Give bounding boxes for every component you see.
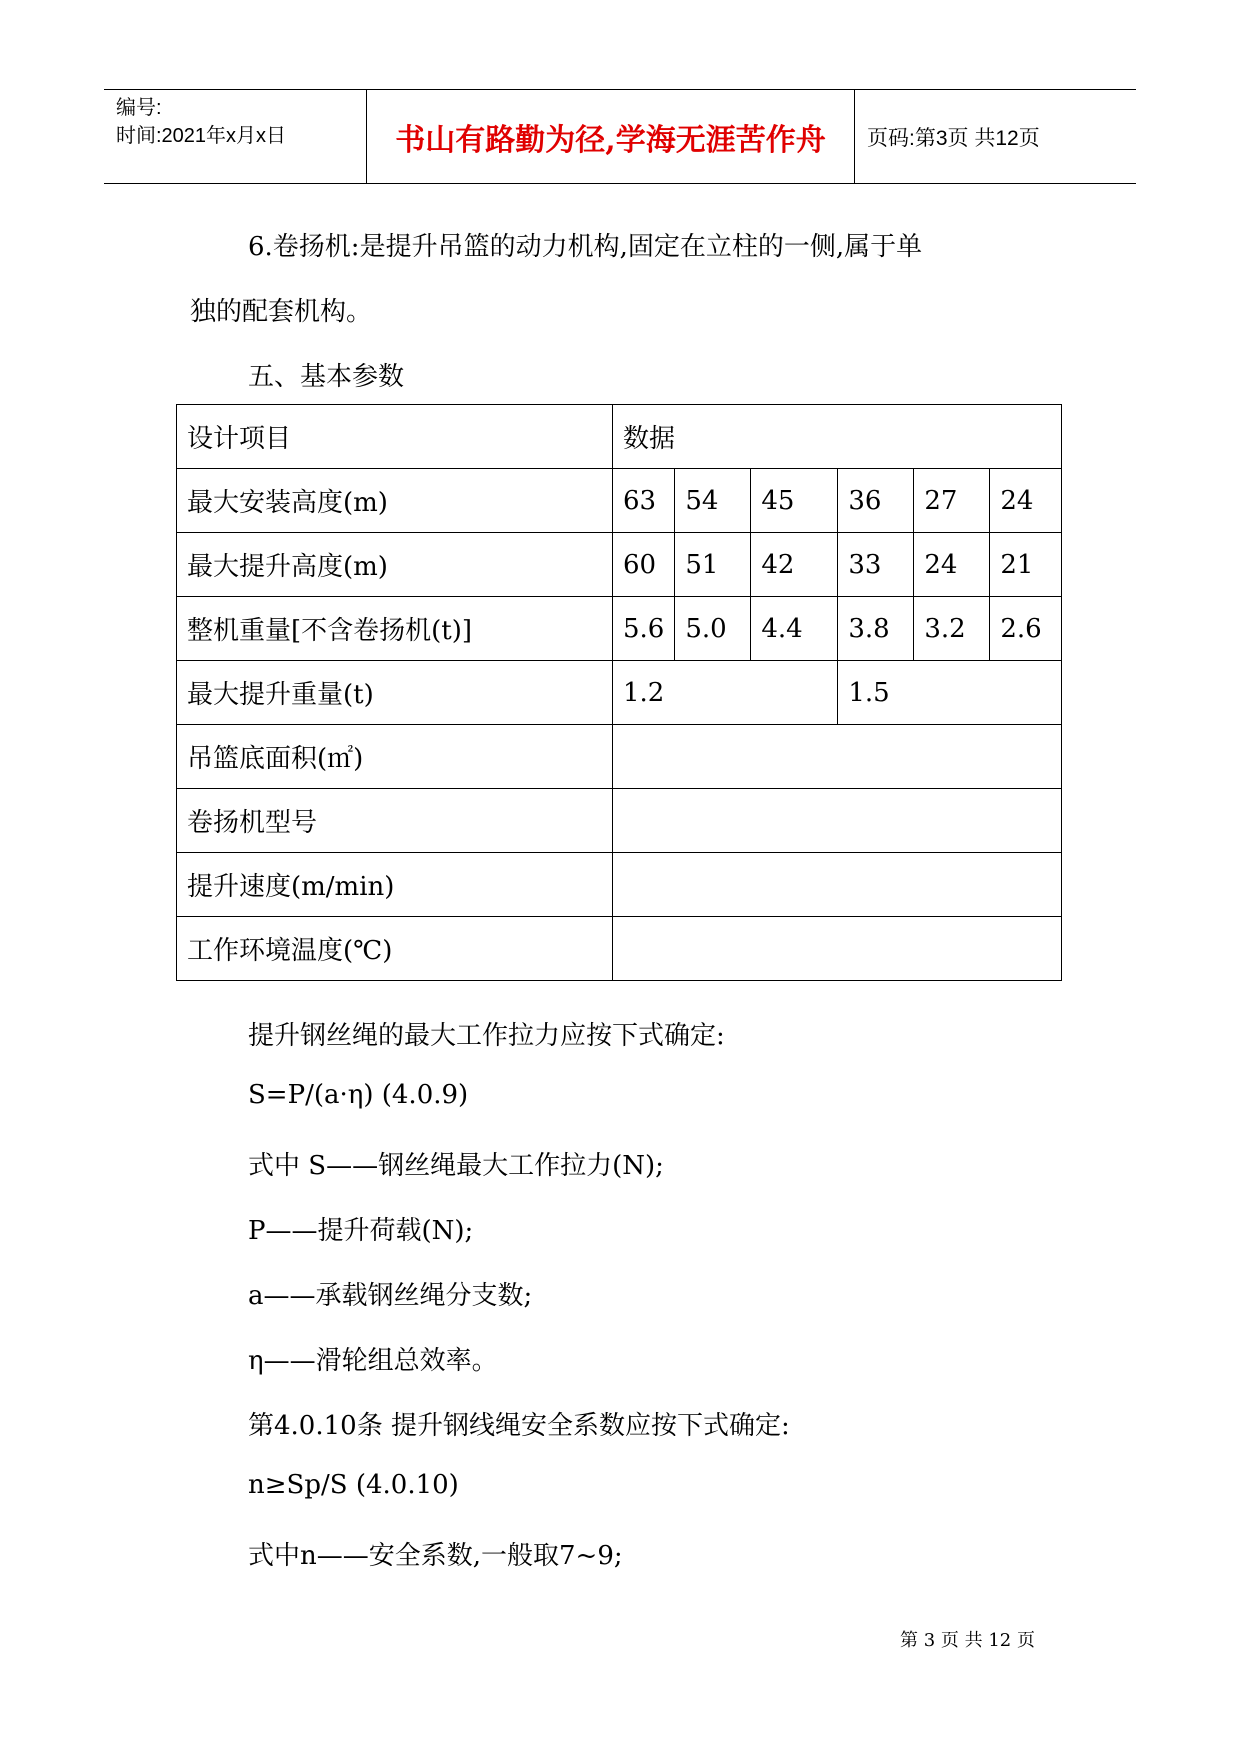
table-cell: 24: [990, 469, 1062, 533]
page-header: [104, 89, 1136, 184]
table-cell: 36: [838, 469, 914, 533]
table-cell: 1.5: [838, 661, 1062, 725]
table-cell: 3.8: [838, 597, 914, 661]
table-header-value: 数据: [613, 405, 1062, 469]
table-cell: 54: [675, 469, 751, 533]
table-cell: 5.6: [613, 597, 675, 661]
row-label: 整机重量[不含卷扬机(t)]: [177, 597, 613, 661]
table-cell: 4.4: [751, 597, 838, 661]
formula-intro: 提升钢丝绳的最大工作拉力应按下式确定:: [248, 1021, 725, 1051]
paragraph-winch-line1: 6.卷扬机:是提升吊篮的动力机构,固定在立柱的一侧,属于单: [248, 232, 923, 262]
paragraph-winch-line2: 独的配套机构。: [190, 297, 373, 327]
table-cell: 51: [675, 533, 751, 597]
formula-def-s: 式中 S——钢丝绳最大工作拉力(N);: [248, 1151, 664, 1181]
row-label: 最大提升重量(t): [177, 661, 613, 725]
table-cell: [613, 853, 1062, 917]
page-footer: 第 3 页 共 12 页: [900, 1630, 1035, 1651]
table-cell: [613, 917, 1062, 981]
formula-def-n: 式中n——安全系数,一般取7~9;: [248, 1541, 623, 1571]
table-cell: 45: [751, 469, 838, 533]
table-row: [177, 533, 1062, 597]
table-cell: 21: [990, 533, 1062, 597]
table-row: [177, 853, 1062, 917]
table-header-row: [177, 405, 1062, 469]
formula-def-p: P——提升荷载(N);: [248, 1216, 474, 1246]
row-label: 卷扬机型号: [177, 789, 613, 853]
formula-def-a: a——承载钢丝绳分支数;: [248, 1281, 533, 1311]
row-label: 最大安装高度(m): [177, 469, 613, 533]
table-cell: 24: [914, 533, 990, 597]
table-row: [177, 789, 1062, 853]
row-label: 吊篮底面积(㎡): [177, 725, 613, 789]
parameters-table: [176, 404, 1062, 981]
table-cell: [613, 725, 1062, 789]
table-header-label: 设计项目: [177, 405, 613, 469]
row-label: 最大提升高度(m): [177, 533, 613, 597]
row-label: 提升速度(m/min): [177, 853, 613, 917]
table-row: [177, 917, 1062, 981]
table-cell: 60: [613, 533, 675, 597]
table-cell: 1.2: [613, 661, 838, 725]
table-cell: 42: [751, 533, 838, 597]
table-row: [177, 469, 1062, 533]
table-cell: 63: [613, 469, 675, 533]
table-row: [177, 661, 1062, 725]
table-row: [177, 597, 1062, 661]
formula-def-eta: η——滑轮组总效率。: [248, 1346, 498, 1376]
formula-tension: S=P/(a·η) (4.0.9): [248, 1080, 469, 1110]
time-label: 时间:2021年x月x日: [116, 125, 287, 147]
table-cell: 3.2: [914, 597, 990, 661]
table-row: [177, 725, 1062, 789]
header-meta: [104, 90, 367, 183]
section-title: 五、基本参数: [248, 362, 405, 392]
header-motto: 书山有路勤为径,学海无涯苦作舟: [367, 90, 855, 183]
header-page-info: 页码:第3页 共12页: [867, 126, 1040, 150]
table-cell: 2.6: [990, 597, 1062, 661]
table-cell: 33: [838, 533, 914, 597]
table-cell: [613, 789, 1062, 853]
row-label: 工作环境温度(℃): [177, 917, 613, 981]
clause-4-0-10: 第4.0.10条 提升钢线绳安全系数应按下式确定:: [248, 1411, 790, 1441]
table-cell: 5.0: [675, 597, 751, 661]
table-cell: 27: [914, 469, 990, 533]
serial-label: 编号:: [116, 97, 162, 119]
formula-safety: n≥Sp/S (4.0.10): [248, 1470, 459, 1500]
